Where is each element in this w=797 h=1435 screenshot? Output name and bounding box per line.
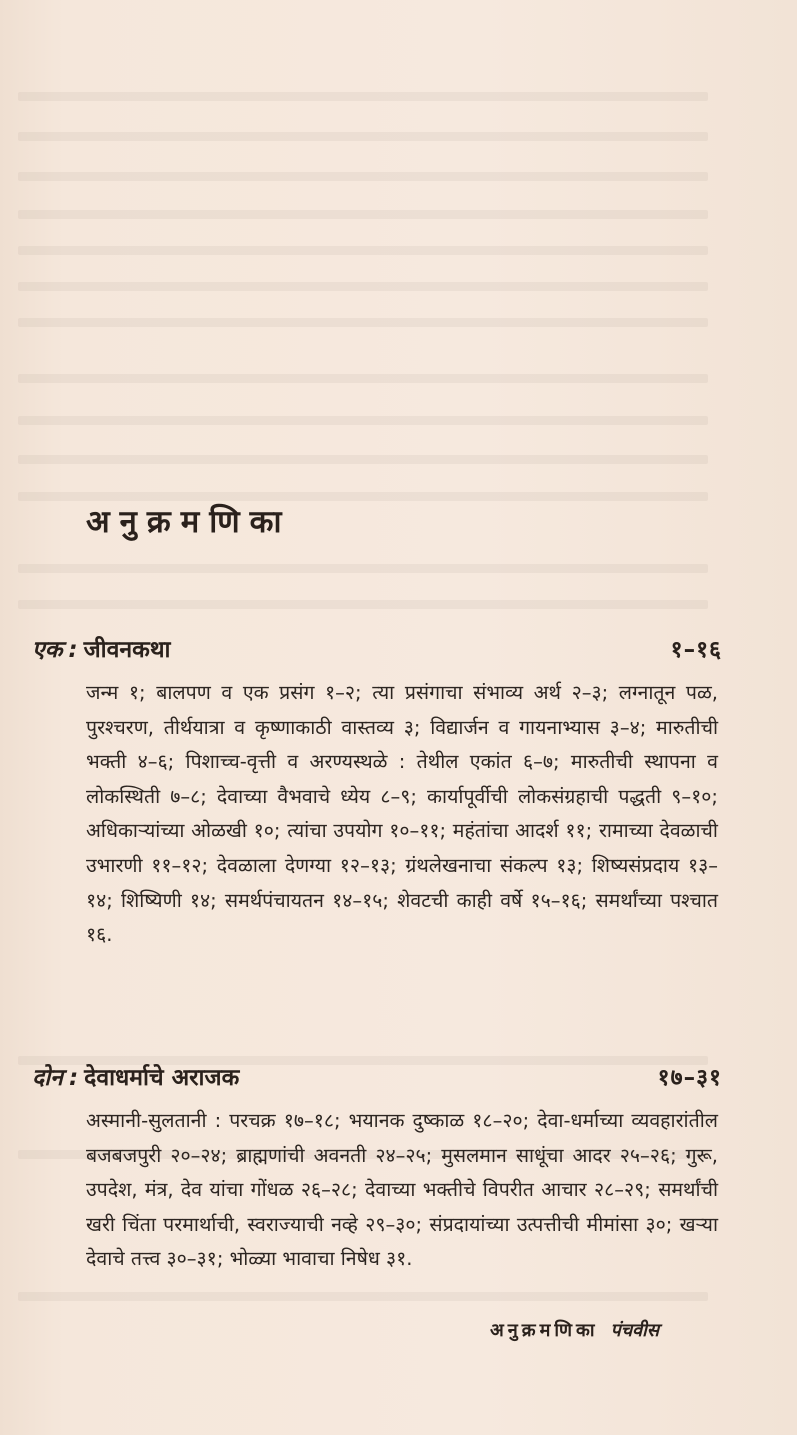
section-number: एक	[32, 637, 63, 663]
bleed-through-line	[18, 246, 708, 255]
section-page-range: १–१६	[670, 637, 722, 663]
section-title: देवाधर्माचे अराजक	[84, 1065, 240, 1091]
bleed-through-line	[18, 318, 708, 327]
page-footer	[490, 1318, 659, 1342]
section-number: दोन	[32, 1065, 63, 1091]
bleed-through-line	[18, 374, 708, 383]
bleed-through-line	[18, 564, 708, 573]
section-contents: जन्म १; बालपण व एक प्रसंग १–२; त्या प्रसंगाचा संभाव्य अर्थ २–३; लग्नातून पळ, पुरश्चरण, तीर्थयात्रा व कृष्णाकाठी वास्तव्य ३; विद्यार्जन व गायनाभ्यास ३–४; मारुतीची भक्ती ४–६; पिशाच्च-वृत्ती व अरण्यस्थळे : तेथील एकांत ६–७; मारुतीची स्थापना व लोकस्थिती ७–८; देवाच्या वैभवाचे ध्येय ८–९; कार्यापूर्वीची लोकसंग्रहाची पद्धती ९–१०; अधिकाऱ्यांच्या ओळखी १०; त्यांचा उपयोग १०–११; महंतांचा आदर्श ११; रामाच्या देवळाची उभारणी ११–१२; देवळाला देणग्या १२–१३; ग्रंथलेखनाचा संकल्प १३; शिष्यसंप्रदाय १३–१४; शिष्यिणी १४; समर्थपंचायतन १४–१५; शेवटची काही वर्षे १५–१६; समर्थांच्या पश्चात १६.	[86, 681, 718, 947]
section-separator: :	[68, 1065, 79, 1091]
section-title-group	[32, 632, 171, 664]
bleed-through-line	[18, 455, 708, 464]
section-separator: :	[68, 637, 78, 663]
section-contents: अस्मानी-सुलतानी : परचक्र १७–१८; भयानक दुष्काळ १८–२०; देवा-धर्माच्या व्यवहारांतील बजबजपुरी २०–२४; ब्राह्मणांची अवनती २४–२५; मुसलमान साधूंचा आदर २५–२६; गुरू, उपदेश, मंत्र, देव यांचा गोंधळ २६–२८; देवाच्या भक्तीचे विपरीत आचार २८–२९; समर्थांची खरी चिंता परमार्थाची, स्वराज्याची नव्हे २९–३०; संप्रदायांच्या उत्पत्तीची मीमांसा ३०; खऱ्या देवाचे तत्त्व ३०–३१; भोळ्या भावाचा निषेध ३१.	[86, 1109, 718, 1271]
section-title: जीवनकथा	[83, 637, 171, 663]
footer-title: अनुक्रमणिका	[490, 1320, 599, 1341]
page-heading: अनुक्रमणिका	[86, 504, 292, 540]
bleed-through-line	[18, 132, 708, 141]
page-number: पंचवीस	[610, 1320, 659, 1341]
bleed-through-line	[18, 172, 708, 181]
bleed-through-line	[18, 210, 708, 219]
section-header	[32, 632, 722, 664]
section-page-range: १७–३१	[657, 1065, 722, 1091]
bleed-through-line	[18, 600, 708, 609]
section-header	[32, 1060, 722, 1092]
bleed-through-line	[18, 1292, 708, 1301]
section-title-group	[32, 1060, 239, 1092]
bleed-through-line	[18, 92, 708, 101]
bleed-through-line	[18, 416, 708, 425]
bleed-through-line	[18, 282, 708, 291]
